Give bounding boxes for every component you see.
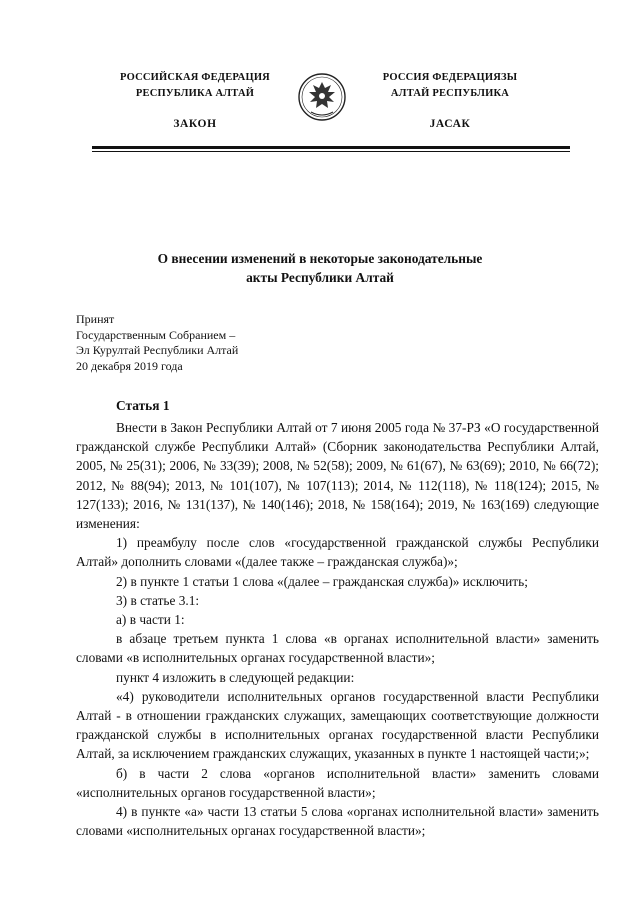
document-title	[90, 249, 550, 287]
adopted-line3: Эл Курултай Республики Алтай	[76, 343, 239, 357]
header-right-law: JАСАК	[429, 118, 471, 130]
article-body	[76, 418, 599, 840]
header-left	[90, 70, 300, 132]
coat-of-arms-icon	[297, 70, 347, 126]
adopted-line1: Принят	[76, 312, 115, 326]
article-paragraph: в абзаце третьем пункта 1 слова «в органах исполнительной власти» заменить словами «в исполнительных органах государственной власти»;	[76, 631, 599, 666]
header-rule	[92, 146, 570, 149]
article-paragraph: а) в части 1:	[116, 612, 185, 628]
article-paragraph: 2) в пункте 1 статьи 1 слова «(далее – гражданская служба)» исключить;	[116, 573, 528, 589]
article-paragraph: пункт 4 изложить в следующей редакции:	[116, 669, 355, 685]
header-right-line2: АЛТАЙ РЕСПУБЛИКА	[390, 88, 510, 99]
adoption-info	[76, 312, 376, 374]
header-left-law: ЗАКОН	[173, 118, 217, 130]
article-paragraph: 1) преамбулу после слов «государственной гражданской службы Республики Алтай» дополнить словами «(далее также – гражданская служба)»;	[76, 535, 599, 570]
article-heading: Статья 1	[116, 398, 170, 413]
adopted-date: 20 декабря 2019 года	[76, 358, 183, 373]
header-right-line1: РОССИЯ ФЕДЕРАЦИЯЗЫ	[382, 72, 518, 83]
header-left-line2: РЕСПУБЛИКА АЛТАЙ	[135, 88, 255, 99]
title-line2: акты Республики Алтай	[246, 270, 394, 285]
adopted-line2: Государственным Собранием –	[76, 327, 236, 342]
title-line1: О внесении изменений в некоторые законодательные	[157, 251, 483, 266]
header-rule-thin	[92, 151, 570, 152]
header-right	[345, 70, 555, 132]
article-paragraph: Внести в Закон Республики Алтай от 7 июня 2005 года № 37-РЗ «О государственной гражданской службе Республики Алтай» (Сборник законодательства Республики Алтай, 2005, № 25(31); 2006, № 33(39); 2008, № 52(58); 2009, № 61(67), № 63(69); 2010, № 66(72); 2012, № 88(94); 2013, № 101(107), № 107(113); 2014, № 112(118), № 118(124); 2015, № 127(133); 2016, № 131(137), № 140(146); 2018, № 158(164); 2019, № 163(169) следующие изменения:	[76, 420, 599, 532]
header-left-line1: РОССИЙСКАЯ ФЕДЕРАЦИЯ	[120, 72, 270, 83]
article-paragraph: 3) в статье 3.1:	[116, 592, 200, 608]
document-header	[0, 70, 640, 140]
article-paragraph: б) в части 2 слова «органов исполнительной власти» заменить словами «исполнительных органов государственной власти»;	[76, 765, 599, 800]
article-paragraph: 4) в пункте «а» части 13 статьи 5 слова «органах исполнительной власти» заменить словами «исполнительных органах государственной власти»;	[76, 804, 599, 839]
article-paragraph: «4) руководители исполнительных органов государственной власти Республики Алтай - в отношении гражданских служащих, замещающих соответствующие должности гражданской службы в исполнительных органах государственной власти Республики Алтай, за исключением гражданских служащих, указанных в пункте 1 настоящей части;»;	[76, 688, 599, 762]
